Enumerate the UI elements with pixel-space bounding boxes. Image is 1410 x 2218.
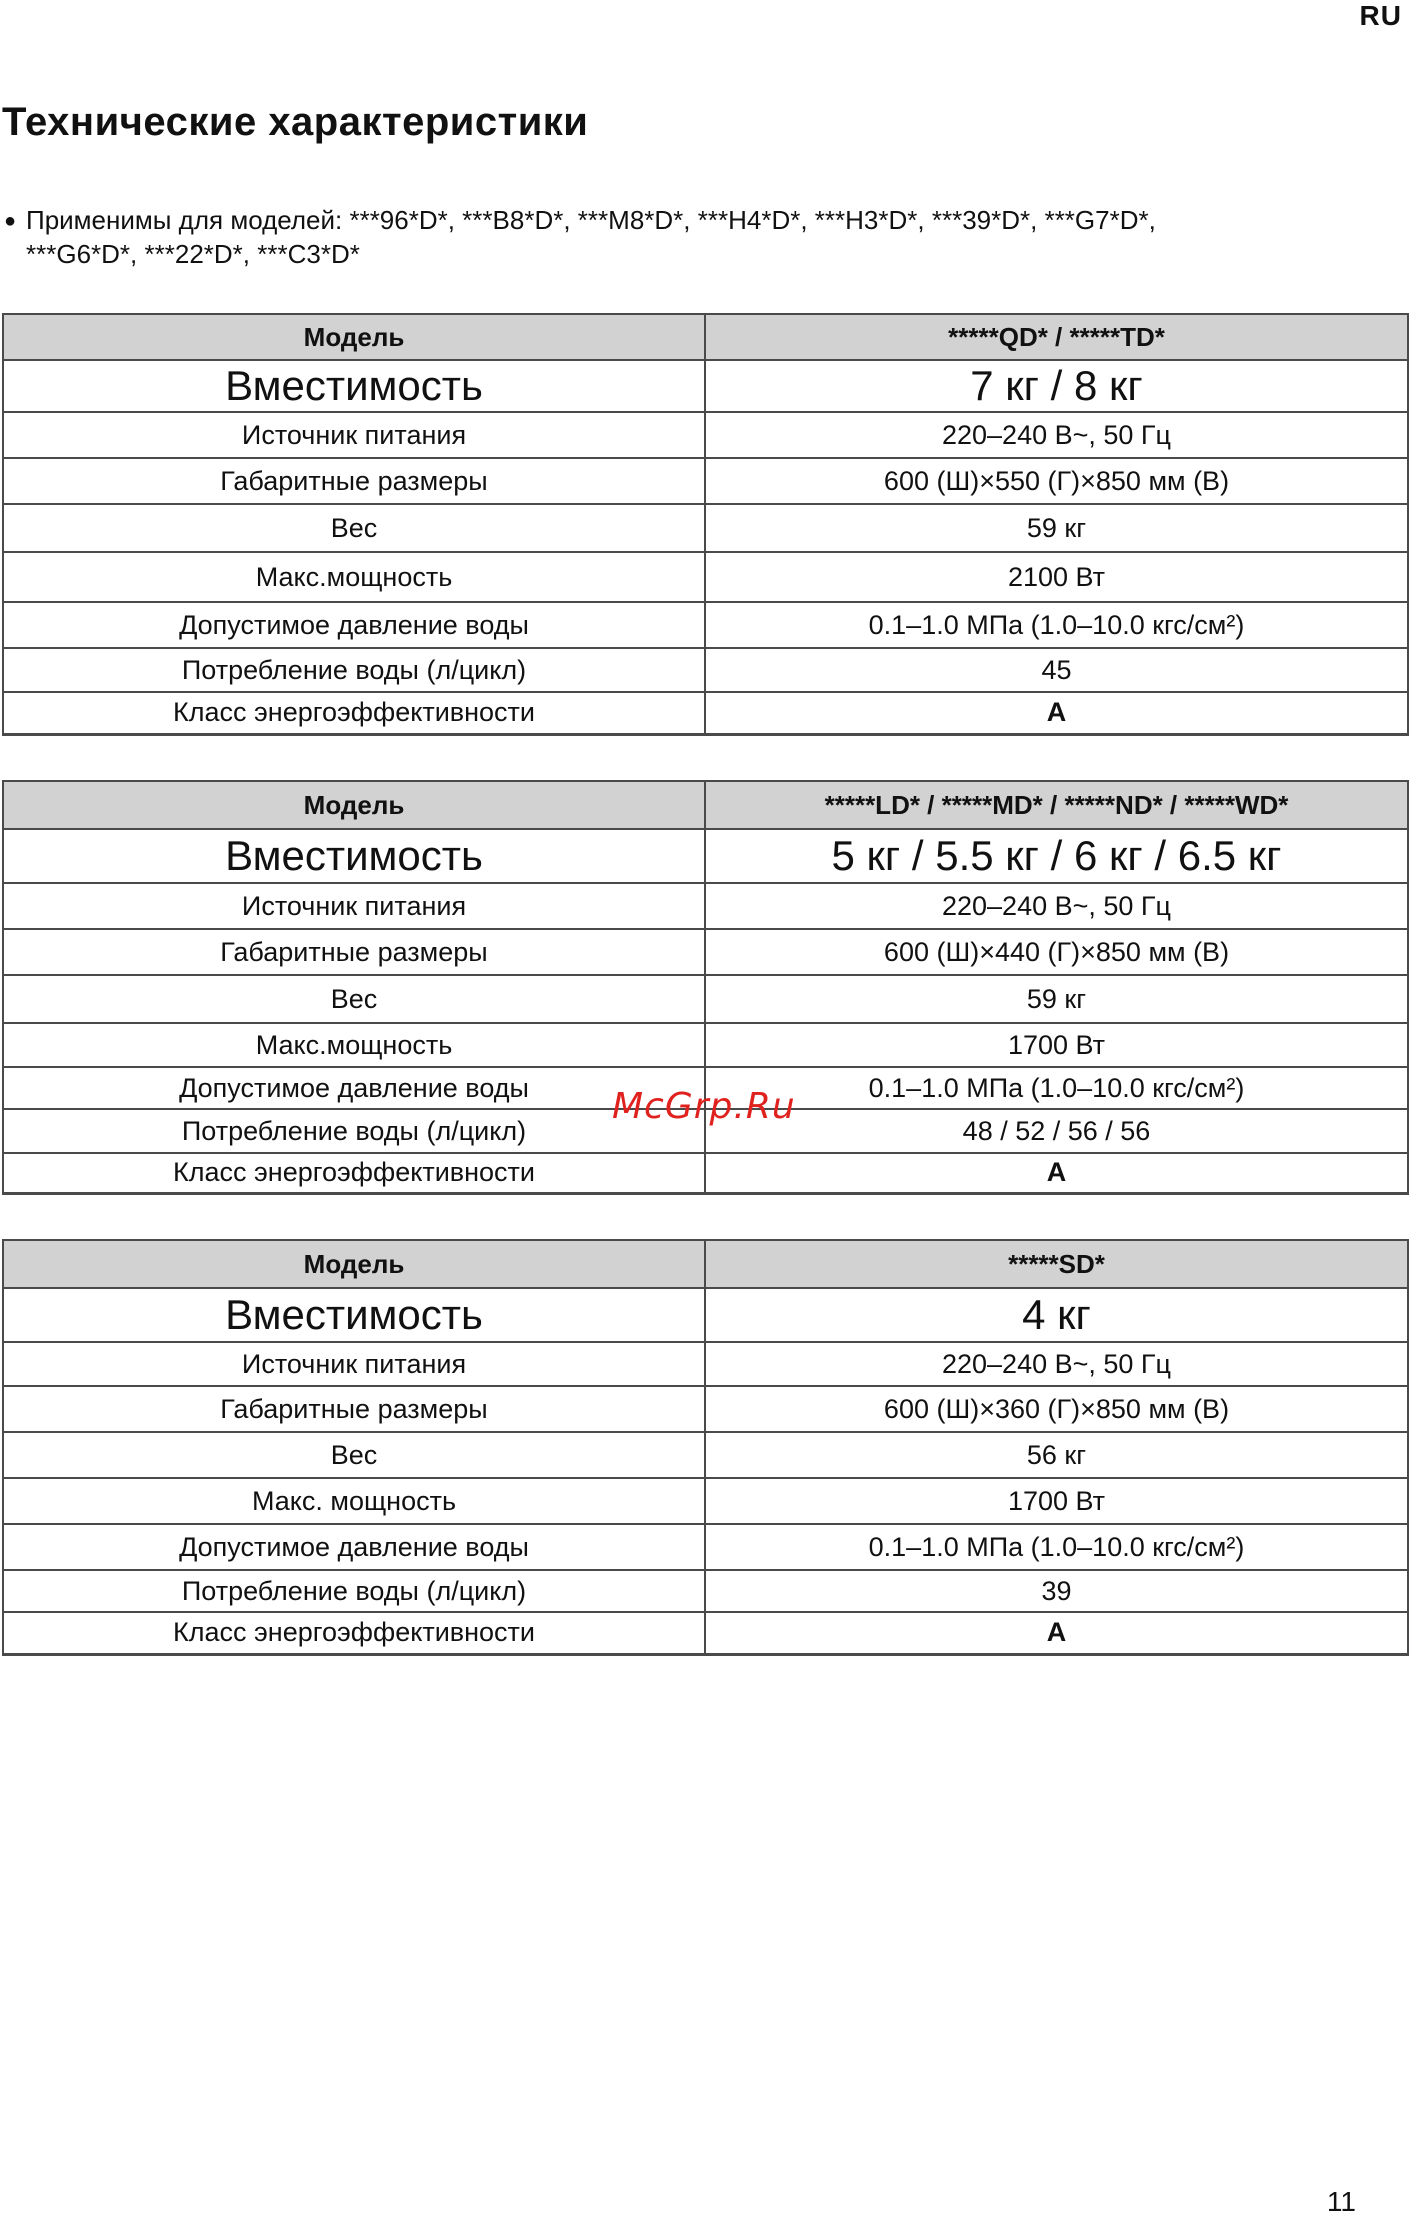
row-label: Макс. мощность (3, 1478, 705, 1524)
row-value: 39 (705, 1570, 1408, 1612)
row-label: Класс энергоэффективности (3, 1153, 705, 1193)
row-value: 600 (Ш)×440 (Г)×850 мм (В) (705, 929, 1408, 975)
table-row-energy-class (3, 1612, 1408, 1654)
row-label: Допустимое давление воды (3, 1067, 705, 1109)
row-label: Класс энергоэффективности (3, 692, 705, 734)
table-row-energy-class (3, 1153, 1408, 1193)
table-row-power-supply (3, 883, 1408, 929)
row-label: Вес (3, 504, 705, 552)
row-value: 1700 Вт (705, 1023, 1408, 1067)
row-value: 220–240 В~, 50 Гц (705, 883, 1408, 929)
table-row-weight (3, 1432, 1408, 1478)
row-label: Потребление воды (л/цикл) (3, 648, 705, 692)
table-row-weight (3, 504, 1408, 552)
table-row-max-power (3, 1478, 1408, 1524)
watermark: McGrp.Ru (612, 1086, 796, 1127)
row-label: Допустимое давление воды (3, 602, 705, 648)
page-title: Технические характеристики (2, 100, 589, 144)
row-label: Габаритные размеры (3, 458, 705, 504)
row-value: 2100 Вт (705, 552, 1408, 602)
spec-table-qd-td (2, 313, 1409, 736)
model-value: *****SD* (705, 1240, 1408, 1288)
table-row-dimensions (3, 929, 1408, 975)
row-label: Вместимость (3, 829, 705, 883)
row-label: Габаритные размеры (3, 1386, 705, 1432)
row-value: 4 кг (705, 1288, 1408, 1342)
row-label: Допустимое давление воды (3, 1524, 705, 1570)
row-label: Потребление воды (л/цикл) (3, 1109, 705, 1153)
row-label: Потребление воды (л/цикл) (3, 1570, 705, 1612)
row-value: A (705, 692, 1408, 734)
page-number: 11 (1326, 2186, 1356, 2217)
spec-table-ld-md-nd-wd (2, 780, 1409, 1195)
table-row-dimensions (3, 1386, 1408, 1432)
row-value: 45 (705, 648, 1408, 692)
row-value: 56 кг (705, 1432, 1408, 1478)
table-header-row (3, 781, 1408, 829)
table-header-row (3, 314, 1408, 360)
table-header-row (3, 1240, 1408, 1288)
bullet-icon: ● (4, 210, 17, 232)
table-row-max-power (3, 1023, 1408, 1067)
table-row-capacity (3, 360, 1408, 412)
row-value: 600 (Ш)×360 (Г)×850 мм (В) (705, 1386, 1408, 1432)
model-value: *****QD* / *****TD* (705, 314, 1408, 360)
row-value: 0.1–1.0 МПа (1.0–10.0 кгс/см²) (705, 1067, 1408, 1109)
row-label: Вместимость (3, 360, 705, 412)
table-row-capacity (3, 829, 1408, 883)
table-row-power-supply (3, 412, 1408, 458)
table-row-water-pressure (3, 1524, 1408, 1570)
row-value: 220–240 В~, 50 Гц (705, 1342, 1408, 1386)
row-value: 600 (Ш)×550 (Г)×850 мм (В) (705, 458, 1408, 504)
table-row-capacity (3, 1288, 1408, 1342)
row-value: A (705, 1612, 1408, 1654)
table-row-weight (3, 975, 1408, 1023)
row-value: A (705, 1153, 1408, 1193)
row-label: Источник питания (3, 1342, 705, 1386)
spec-table-sd (2, 1239, 1409, 1656)
row-value: 59 кг (705, 975, 1408, 1023)
row-label: Источник питания (3, 412, 705, 458)
row-label: Класс энергоэффективности (3, 1612, 705, 1654)
model-label: Модель (3, 1240, 705, 1288)
row-value: 1700 Вт (705, 1478, 1408, 1524)
row-label: Источник питания (3, 883, 705, 929)
applicability-line-1 (4, 204, 1304, 238)
row-label: Макс.мощность (3, 1023, 705, 1067)
table-row-max-power (3, 552, 1408, 602)
table-row-power-supply (3, 1342, 1408, 1386)
applicability-note (4, 204, 1304, 271)
row-value: 0.1–1.0 МПа (1.0–10.0 кгс/см²) (705, 1524, 1408, 1570)
row-value: 59 кг (705, 504, 1408, 552)
table-row-water-consumption (3, 648, 1408, 692)
table-row-water-pressure (3, 602, 1408, 648)
table-row-energy-class (3, 692, 1408, 734)
table-row-dimensions (3, 458, 1408, 504)
model-value: *****LD* / *****MD* / *****ND* / *****WD* (705, 781, 1408, 829)
row-label: Вес (3, 975, 705, 1023)
row-label: Габаритные размеры (3, 929, 705, 975)
row-value: 5 кг / 5.5 кг / 6 кг / 6.5 кг (705, 829, 1408, 883)
row-value: 7 кг / 8 кг (705, 360, 1408, 412)
language-label: RU (1359, 0, 1402, 31)
model-label: Модель (3, 314, 705, 360)
applicability-text-1: Применимы для моделей: ***96*D*, ***B8*D*, ***M8*D*, ***H4*D*, ***H3*D*, ***39*D*, ***G7*D*, (26, 205, 1156, 235)
row-value: 48 / 52 / 56 / 56 (705, 1109, 1408, 1153)
row-label: Вес (3, 1432, 705, 1478)
row-value: 0.1–1.0 МПа (1.0–10.0 кгс/см²) (705, 602, 1408, 648)
row-label: Вместимость (3, 1288, 705, 1342)
model-label: Модель (3, 781, 705, 829)
table-row-water-consumption (3, 1570, 1408, 1612)
row-label: Макс.мощность (3, 552, 705, 602)
applicability-line-2: ***G6*D*, ***22*D*, ***C3*D* (26, 239, 360, 269)
row-value: 220–240 В~, 50 Гц (705, 412, 1408, 458)
